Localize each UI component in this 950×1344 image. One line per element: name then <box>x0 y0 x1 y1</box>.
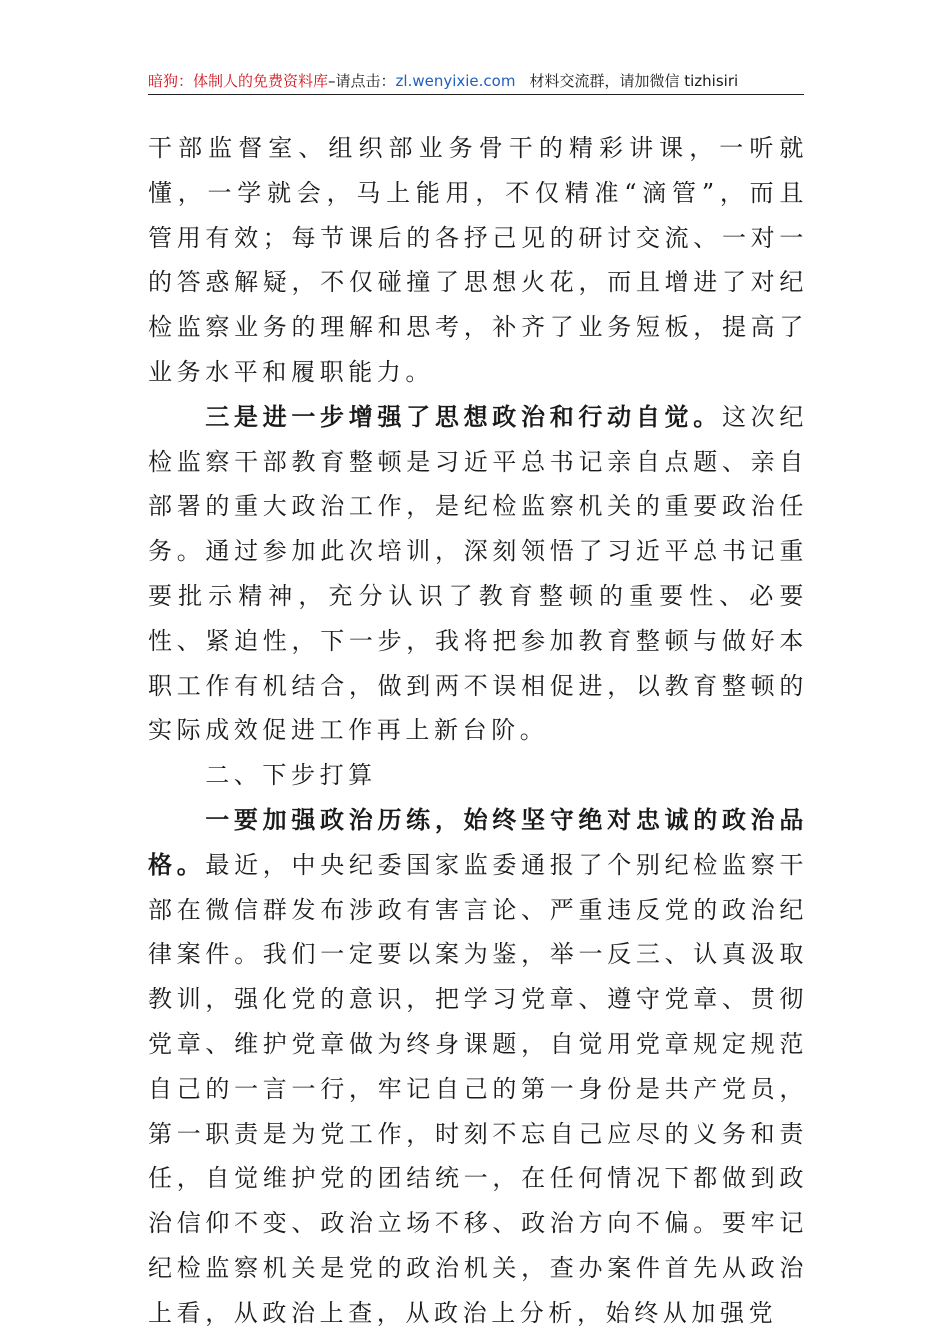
paragraph-2 <box>148 395 808 753</box>
section-heading: 二、下步打算 <box>205 761 377 790</box>
paragraph-3-lead: 一要加强政治历练，始终坚守绝对忠诚的政治品格。 <box>148 804 808 879</box>
page-header <box>148 68 804 95</box>
paragraph-2-text: 这次纪检监察干部教育整顿是习近平总书记亲自点题、亲自部署的重大政治工作，是纪检监察机关的重要政治任务。通过参加此次培训，深刻领悟了习近平总书记重要批示精神，充分认识了教育整顿的重要性、必要性、紧迫性，下一步，我将把参加教育整顿与做好本职工作有机结合，做到两不误相促进，以教育整顿的实际成效促进工作再上新台阶。 <box>148 402 808 745</box>
header-group-text: 材料交流群，请加微信 tizhisiri <box>529 72 739 90</box>
paragraph-2-lead: 三是进一步增强了思想政治和行动自觉。 <box>205 401 722 431</box>
header-url-link[interactable]: zl.wenyixie.com <box>395 72 516 90</box>
paragraph-3-text: 最近，中央纪委国家监委通报了个别纪检监察干部在微信群发布涉政有害言论、严重违反党的政治纪律案件。我们一定要以案为鉴，举一反三、认真汲取教训，强化党的意识，把学习党章、遵守党章、贯彻党章、维护党章做为终身课题，自觉用党章规定规范自己的一言一行，牢记自己的第一身份是共产党员，第一职责是为党工作，时刻不忘自己应尽的义务和责任，自觉维护党的团结统一，在任何情况下都做到政治信仰不变、政治立场不移、政治方向不偏。要牢记纪检监察机关是党的政治机关，查办案件首先从政治上看，从政治上查，从政治上分析，始终从加强党 <box>148 850 808 1327</box>
paragraph-1: 干部监督室、组织部业务骨干的精彩讲课，一听就懂，一学就会，马上能用，不仅精准“滴管”，而且管用有效；每节课后的各抒己见的研讨交流、一对一的答惑解疑，不仅碰撞了思想火花，而且增进了对纪检监察业务的理解和思考，补齐了业务短板，提高了业务水平和履职能力。 <box>148 134 808 386</box>
paragraph-3 <box>148 798 808 1336</box>
document-body <box>148 126 808 1336</box>
header-site-name: 暗狗：体制人的免费资料库 <box>148 72 329 90</box>
header-click-label: –请点击： <box>328 72 396 90</box>
